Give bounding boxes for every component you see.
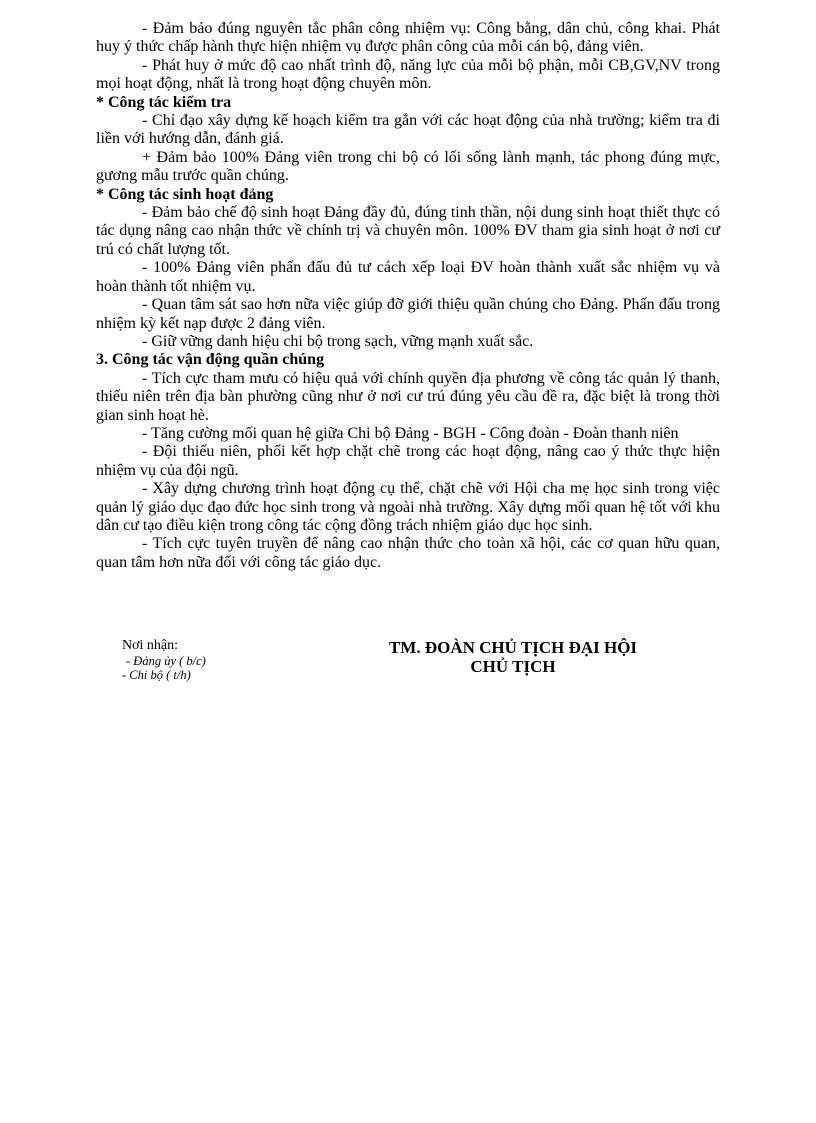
- paragraph: - Giữ vững danh hiệu chi bộ trong sạch, vững mạnh xuất sắc.: [142, 332, 534, 350]
- paragraph: - Đội thiếu niên, phối kết hợp chặt chẽ trong các hoạt động, nâng cao ý thức thực hiện nhiệm vụ của đội ngũ.: [96, 443, 720, 479]
- paragraph: - Xây dựng chương trình hoạt động cụ thể, chặt chẽ với Hội cha mẹ học sinh trong việc quản lý giáo dục đạo đức học sinh trong và ngoài nhà trường. Xây dựng mối quan hệ tốt với khu dân cư tạo điều kiện trong công tác cộng đồng trách nhiệm giáo dục học sinh.: [96, 480, 720, 534]
- section-heading-kiem-tra: * Công tác kiểm tra: [96, 93, 232, 111]
- paragraph: - Tích cực tuyên truyền để nâng cao nhận thức cho toàn xã hội, các cơ quan hữu quan, quan tâm hơn nữa đối với công tác giáo dục.: [96, 535, 720, 571]
- paragraph: - Tăng cường mối quan hệ giữa Chi bộ Đảng - BGH - Công đoàn - Đoàn thanh niên: [142, 424, 679, 442]
- paragraph: - Quan tâm sát sao hơn nữa việc giúp đỡ giới thiệu quần chúng cho Đảng. Phấn đấu trong nhiệm kỳ kết nạp được 2 đảng viên.: [96, 296, 720, 332]
- paragraph: - Đảm bảo chế độ sinh hoạt Đảng đầy đủ, đúng tinh thần, nội dung sinh hoạt thiết thực có tác dụng nâng cao nhận thức về chính trị và chuyên môn. 100% ĐV tham gia sinh hoạt ở nơi cư trú có chất lượng tốt.: [96, 204, 720, 258]
- paragraph: - Phát huy ở mức độ cao nhất trình độ, năng lực của mỗi bộ phận, mỗi CB,GV,NV trong mọi hoạt động, nhất là trong hoạt động chuyên môn.: [96, 56, 720, 93]
- document-body: [96, 20, 720, 572]
- paragraph: + Đảm bảo 100% Đảng viên trong chi bộ có lối sống lành mạnh, tác phong đúng mực, gương mẫu trước quần chúng.: [96, 148, 720, 185]
- signature-block: [368, 638, 658, 676]
- paragraph: - Đảm bảo đúng nguyên tắc phân công nhiệm vụ: Công bằng, dân chủ, công khai. Phát huy ý thức chấp hành thực hiện nhiệm vụ được phân công của mỗi cán bộ, đảng viên.: [96, 20, 720, 56]
- signature-role: CHỦ TỊCH: [470, 657, 556, 676]
- paragraph: - Tích cực tham mưu có hiệu quả với chính quyền địa phương về công tác quản lý thanh, thiếu niên trên địa bàn phường cũng như ở nơi cư trú đúng yêu cầu đề ra, đặc biệt là trong thời gian sinh hoạt hè.: [96, 369, 720, 424]
- recipient-item: - Đảng ủy ( b/c): [126, 654, 206, 668]
- recipients-title: Nơi nhận:: [122, 638, 179, 653]
- signature-title: TM. ĐOÀN CHỦ TỊCH ĐẠI HỘI: [388, 638, 638, 657]
- document-footer: [96, 638, 720, 698]
- paragraph: - 100% Đảng viên phấn đấu đủ tư cách xếp loại ĐV hoàn thành xuất sắc nhiệm vụ và hoàn thành tốt nhiệm vụ.: [96, 259, 720, 295]
- recipients-block: [122, 638, 206, 682]
- section-heading-van-dong-quan-chung: 3. Công tác vận động quần chúng: [96, 351, 325, 369]
- section-heading-sinh-hoat-dang: * Công tác sinh hoạt đảng: [96, 185, 274, 203]
- recipient-item: - Chi bộ ( t/h): [122, 668, 191, 682]
- paragraph: - Chỉ đạo xây dựng kế hoạch kiểm tra gắn với các hoạt động của nhà trường; kiểm tra đi liền với hướng dẫn, đánh giá.: [96, 112, 720, 148]
